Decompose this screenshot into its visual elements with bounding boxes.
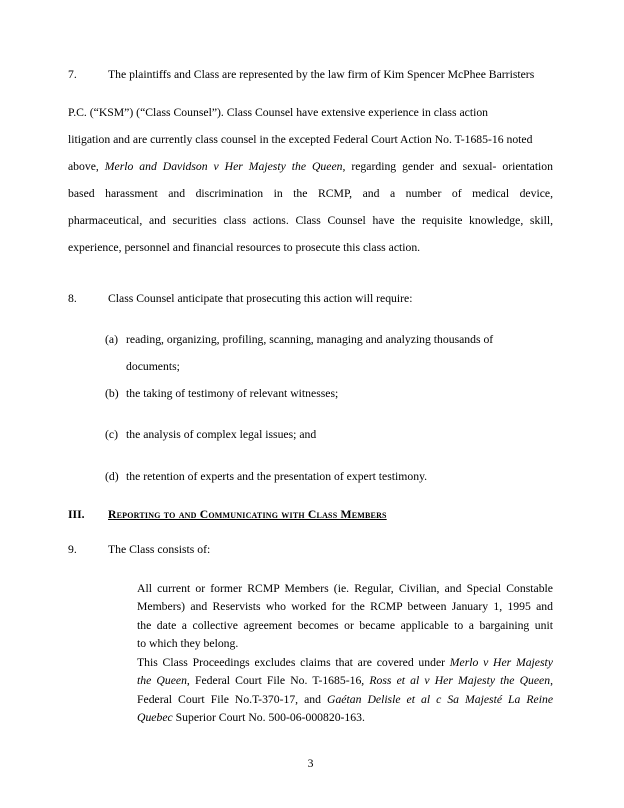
list-item-d xyxy=(68,463,553,490)
list-item-text xyxy=(126,380,553,407)
text-line xyxy=(126,353,553,380)
paragraph-number: 9. xyxy=(68,543,77,556)
text-segment: based harassment and discrimination in the RCMP, and a number of medical device, xyxy=(68,187,553,200)
text-line xyxy=(137,672,553,690)
text-line xyxy=(137,598,553,616)
paragraph-7-body xyxy=(68,99,553,261)
text-line xyxy=(126,380,553,407)
paragraph-number: 7. xyxy=(68,68,77,81)
text-segment: to which they belong. xyxy=(137,636,239,650)
section-title: Reporting to and Communicating with Class Members xyxy=(108,508,387,521)
italic-text-segment: Merlo v Her Majesty xyxy=(449,656,553,669)
text-segment: the retention of experts and the presentation of expert testimony. xyxy=(126,470,428,483)
paragraph-number: 8. xyxy=(68,292,77,305)
list-item-text xyxy=(126,326,553,380)
list-marker: (d) xyxy=(105,470,119,483)
text-line xyxy=(137,580,553,598)
section-heading-3 xyxy=(68,501,553,528)
list-item-text xyxy=(126,463,553,490)
text-line xyxy=(126,463,553,490)
list-marker: (a) xyxy=(105,333,118,346)
list-item-text xyxy=(126,421,553,448)
text-segment: the taking of testimony of relevant witnesses; xyxy=(126,387,339,400)
paragraph-7-first-line xyxy=(68,61,553,88)
text-line xyxy=(137,635,553,653)
text-segment: , xyxy=(550,674,553,688)
list-item-a xyxy=(68,326,553,380)
paragraph-text: Class Counsel anticipate that prosecuting this action will require: xyxy=(108,292,413,305)
italic-text-segment: Ross et al v Her Majesty the Queen xyxy=(369,674,551,688)
text-line xyxy=(68,99,553,126)
paragraph-9 xyxy=(68,536,553,563)
text-segment: Superior Court No. 500-06-000820-163. xyxy=(172,710,365,724)
text-segment: P.C. (“KSM”) (“Class Counsel”). Class Counsel have extensive experience in class action xyxy=(68,106,489,119)
text-segment: the analysis of complex legal issues; and xyxy=(126,428,317,441)
text-line xyxy=(68,234,553,261)
text-line xyxy=(137,654,553,672)
text-line xyxy=(68,153,553,180)
italic-text-segment: the Queen xyxy=(137,674,187,688)
text-line xyxy=(68,126,553,153)
text-segment: the date a collective agreement becomes or became applicable to a bargaining unit xyxy=(137,618,553,632)
list-item-b xyxy=(68,380,553,407)
list-marker: (b) xyxy=(105,387,119,400)
class-exclusion-quote xyxy=(137,654,553,727)
text-segment: Federal Court File No.T-370-17, and xyxy=(137,692,328,706)
text-line xyxy=(68,180,553,207)
text-segment: pharmaceutical, and securities class actions. Class Counsel have the requisite knowledge, skill, xyxy=(68,214,553,227)
text-segment: reading, organizing, profiling, scanning, managing and analyzing thousands of xyxy=(126,333,494,346)
section-number: III. xyxy=(68,508,85,521)
list-item-c xyxy=(68,421,553,448)
text-line xyxy=(137,709,553,727)
text-line xyxy=(126,326,553,353)
paragraph-8 xyxy=(68,285,553,312)
italic-text-segment: Gaétan Delisle et al c Sa Majesté La Reine xyxy=(327,692,554,706)
text-segment: Members) and Reservists who worked for the RCMP between January 1, 1995 and xyxy=(137,600,553,614)
text-segment: documents; xyxy=(126,360,180,373)
paragraph-text: The plaintiffs and Class are represented by the law firm of Kim Spencer McPhee Barristers xyxy=(108,68,535,81)
text-line xyxy=(137,617,553,635)
text-line xyxy=(126,421,553,448)
class-definition-quote xyxy=(137,580,553,653)
paragraph-text: The Class consists of: xyxy=(108,543,211,556)
text-segment: , Federal Court File No. T-1685-16, xyxy=(186,674,370,688)
text-segment: experience, personnel and financial resources to prosecute this class action. xyxy=(68,241,421,254)
italic-text-segment: Quebec xyxy=(137,710,173,724)
text-line xyxy=(137,691,553,709)
text-segment: All current or former RCMP Members (ie. Regular, Civilian, and Special Constable xyxy=(137,582,553,595)
italic-text-segment: Merlo and Davidson v Her Majesty the Queen, xyxy=(104,160,346,173)
text-line xyxy=(68,207,553,234)
text-segment: above, xyxy=(68,160,105,173)
page-number: 3 xyxy=(307,757,314,770)
text-segment: litigation and are currently class counsel in the excepted Federal Court Action No. T-1685-16 noted xyxy=(68,133,533,146)
text-segment: This Class Proceedings excludes claims that are covered under xyxy=(137,656,450,669)
text-segment: regarding gender and sexual- orientation xyxy=(345,160,553,173)
list-marker: (c) xyxy=(105,428,118,441)
